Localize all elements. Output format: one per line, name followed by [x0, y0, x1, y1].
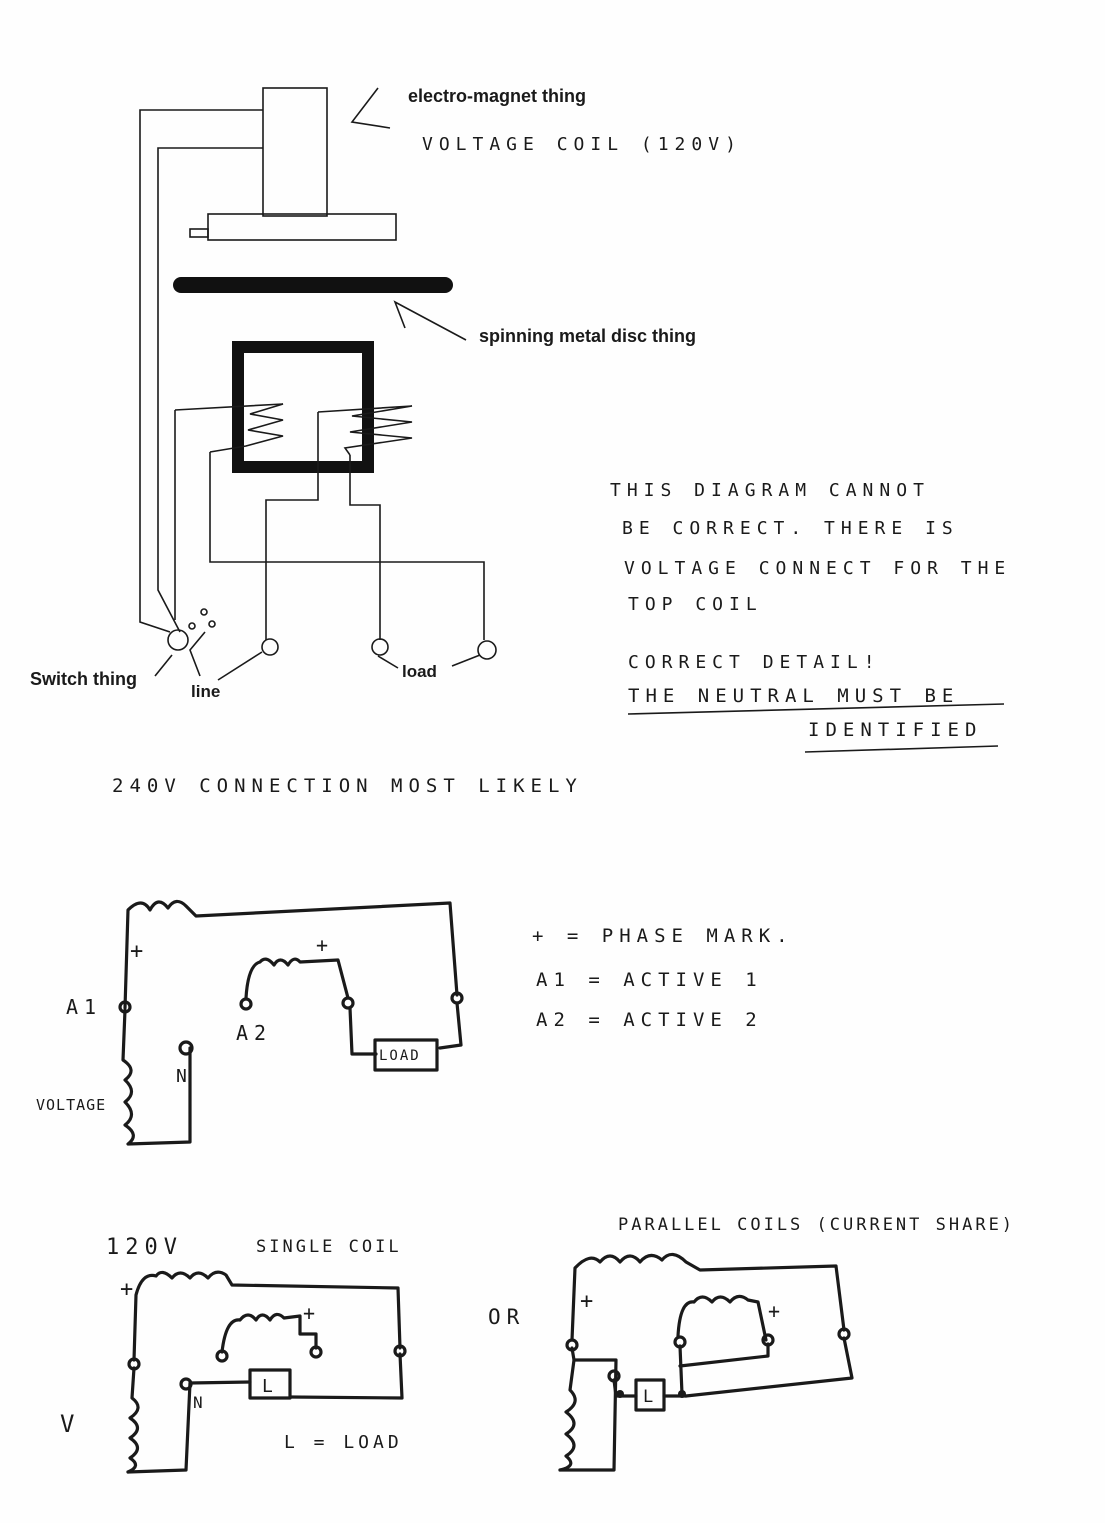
- legend-active1: A1 = ACTIVE 1: [536, 969, 763, 991]
- note-line-5: CORRECT DETAIL!: [628, 652, 881, 673]
- diagram-parallel: [560, 1215, 1015, 1470]
- heading-240v: 240V CONNECTION MOST LIKELY: [112, 775, 583, 797]
- plus-a2: +: [316, 933, 335, 957]
- plus-parallel-main: +: [580, 1289, 600, 1314]
- l-box-label-parallel: L: [643, 1387, 660, 1407]
- voltage-coil-label: VOLTAGE COIL (120V): [422, 134, 742, 155]
- note-line-4: TOP COIL: [628, 594, 763, 615]
- title-120v: 120V: [106, 1235, 183, 1260]
- l-box-label: L: [262, 1376, 279, 1397]
- legend-active2: A2 = ACTIVE 2: [536, 1009, 763, 1031]
- or-label: OR: [488, 1305, 526, 1329]
- note-line-6: THE NEUTRAL MUST BE: [628, 685, 960, 707]
- legend-phase: + = PHASE MARK.: [532, 925, 794, 947]
- load-box-label: LOAD: [379, 1048, 421, 1064]
- diagram-240v: [36, 901, 462, 1144]
- line-terminal: [262, 639, 278, 655]
- correction-note: [610, 480, 1011, 752]
- plus-a1: +: [130, 939, 150, 964]
- current-coil-core: [238, 347, 368, 467]
- voltage-label: VOLTAGE: [36, 1096, 107, 1114]
- note-line-3: VOLTAGE CONNECT FOR THE: [624, 558, 1012, 579]
- parallel-title: PARALLEL COILS (CURRENT SHARE): [618, 1215, 1016, 1235]
- line-label: line: [191, 682, 221, 701]
- switch-label: Switch thing: [30, 669, 137, 689]
- l-definition: L = LOAD: [284, 1432, 403, 1453]
- spinning-disc: [173, 277, 453, 293]
- plus-120-main: +: [120, 1277, 140, 1302]
- voltage-coil-core: [263, 88, 327, 216]
- note-line-7: IDENTIFIED: [808, 719, 983, 741]
- disc-label: spinning metal disc thing: [479, 326, 697, 346]
- a2-label: A2: [236, 1021, 273, 1045]
- electromagnet-stub: [190, 229, 208, 237]
- load-terminal-2: [478, 641, 496, 659]
- diagram-120v-single: [60, 1235, 405, 1472]
- a1-label: A1: [66, 995, 103, 1019]
- title-single-coil: SINGLE COIL: [256, 1237, 402, 1257]
- note-line-1: THIS DIAGRAM CANNOT: [610, 480, 930, 501]
- electromagnet-label: electro-magnet thing: [408, 86, 587, 106]
- plus-120-aux: +: [303, 1301, 322, 1325]
- plus-parallel-aux: +: [768, 1299, 787, 1323]
- switch-terminal: [168, 630, 188, 650]
- electromagnet-bar: [208, 214, 396, 240]
- note-line-2: BE CORRECT. THERE IS: [622, 518, 959, 539]
- load-label: load: [402, 662, 437, 681]
- n-label: N: [176, 1066, 193, 1087]
- n-label-120: N: [193, 1393, 209, 1412]
- left-current-winding: [175, 404, 283, 452]
- legend: [532, 925, 794, 1031]
- v-label: V: [60, 1410, 81, 1438]
- load-terminal-1: [372, 639, 388, 655]
